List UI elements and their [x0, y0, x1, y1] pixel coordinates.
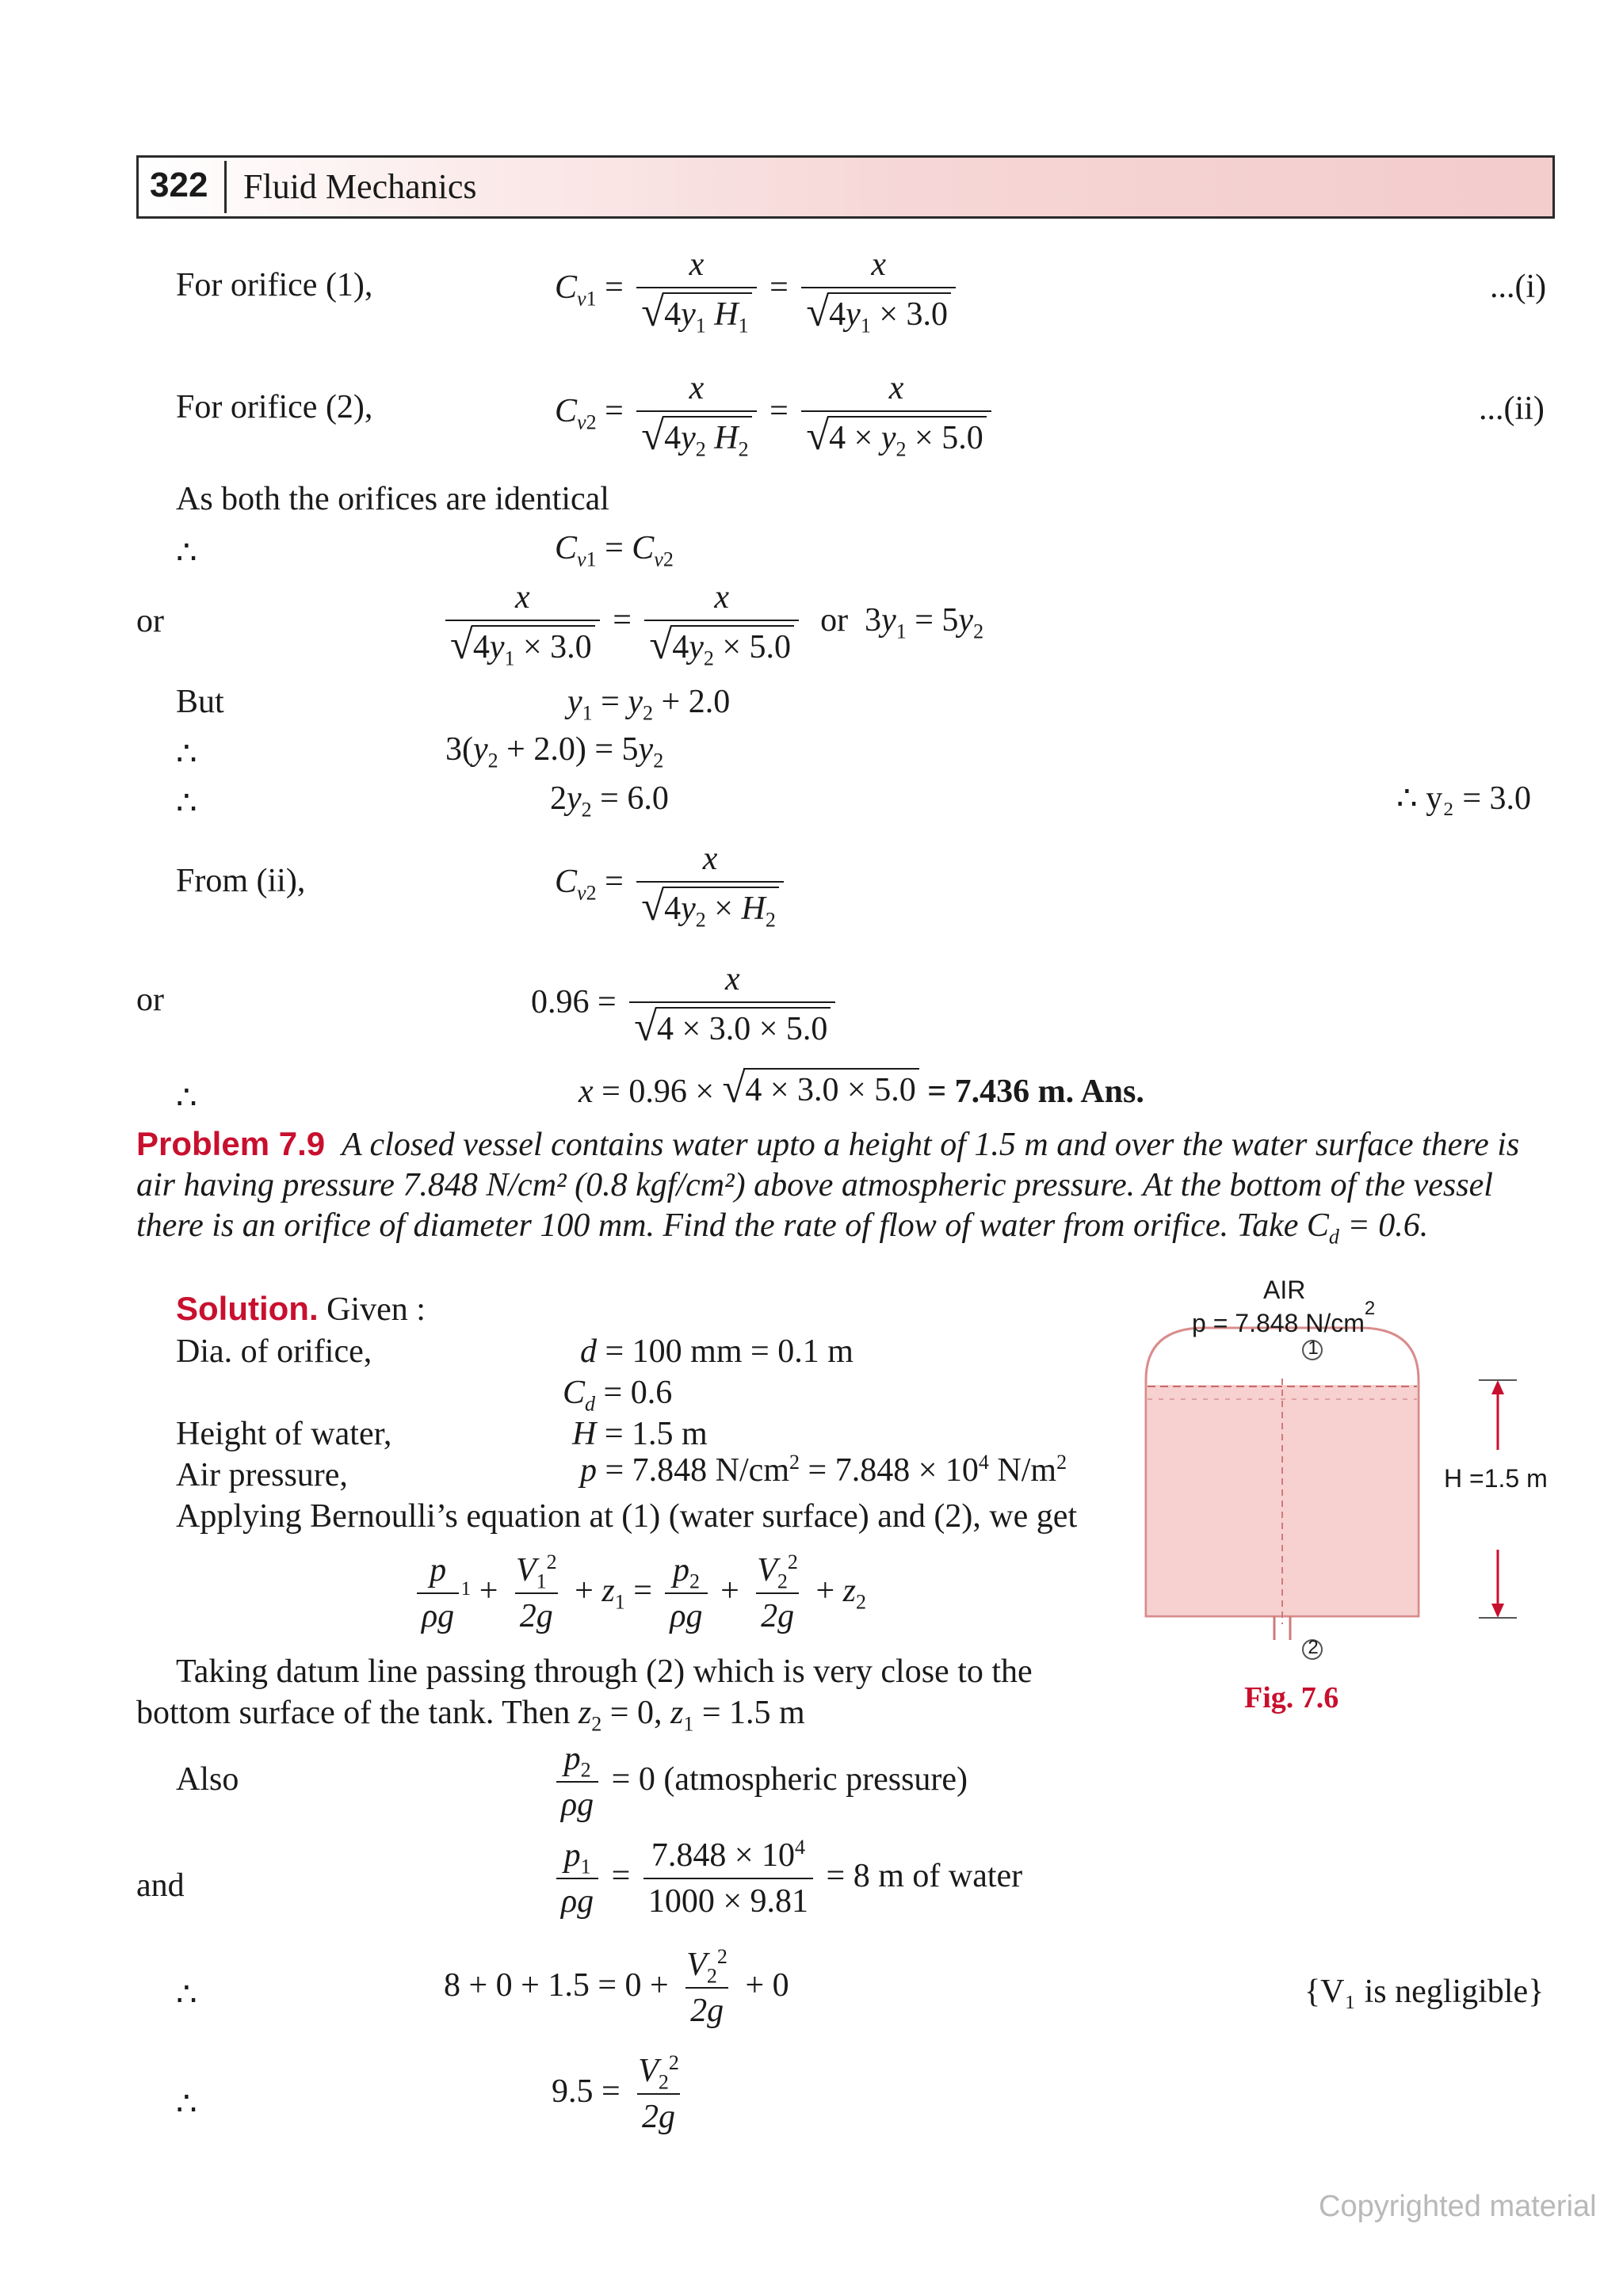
height-label: Height of water,: [176, 1416, 392, 1452]
copyright-watermark: Copyrighted material: [1319, 2190, 1597, 2223]
point2-label: 2: [1308, 1637, 1319, 1658]
equation-energy-sum: 8 + 0 + 1.5 = 0 + $\frac{V_2^2}{2g}$ + 0: [444, 1945, 789, 2030]
answer-text: = 7.436 m. Ans.: [927, 1074, 1144, 1110]
figure-caption: Fig. 7.6: [1244, 1681, 1339, 1714]
negligible-note: {V₁ is negligible}: [1304, 1974, 1545, 2010]
cd-value: $C_d = 0.6$: [563, 1375, 673, 1416]
height-value: H = 1.5 m: [572, 1416, 708, 1452]
but-label: But: [176, 684, 224, 720]
figure-pressure: p = 7.848 $N/cm^2$: [1192, 1298, 1376, 1337]
page-header: [136, 155, 1555, 219]
page-number: 322: [150, 166, 208, 204]
equation-substitute: $3(y_2 + 2.0) = 5y_2$: [445, 731, 664, 772]
problem-text-end: = 0.6.: [1338, 1207, 1429, 1244]
equation-cv-equal: $C_{v1} = C_{v2}$: [555, 530, 674, 571]
equation-ratio: x √ $4y_1 \times 3.0$ = x √ $4y_2 \times 5.0$ or $3y_1 = 5y_2$: [441, 578, 983, 668]
identical-text: As both the orifices are identical: [176, 481, 609, 517]
solution-label: Solution.: [176, 1290, 319, 1327]
and-label: and: [136, 1867, 185, 1904]
also-label: Also: [176, 1761, 239, 1798]
air-value: p = 7.848 $N/cm^2 = 7.848 \times 10^4$ $N/m^2$: [580, 1451, 1067, 1489]
therefore-symbol: ∴: [176, 1080, 197, 1116]
given-label: Given :: [327, 1291, 426, 1328]
equation-cv2: $C_{v2}$ = x √ $4y_2$ $H_2$ = x √ $4 \times y_2 \times 5.0$: [555, 369, 996, 459]
equation-bernoulli: $\frac{p}{\rho g}$ 1 + $\frac{V_1^2}{2g}$ + $z_1$ = $\frac{p_2}{\rho g}$ + $\frac{V_2^2}{2g}$ + $z_2$: [412, 1551, 866, 1636]
y2-result: ∴ y₂ = 3.0: [1396, 780, 1532, 817]
therefore-symbol: ∴: [176, 535, 197, 571]
equation-y1: $y_1 = y_2 + 2.0$: [567, 684, 731, 725]
air-label: Air pressure,: [176, 1457, 348, 1493]
header-divider: [224, 161, 227, 213]
datum-text-2: bottom surface of the tank. Then $z_2 = 0$, $z_1 = 1.5$ m: [136, 1695, 805, 1736]
height-label-figure: H =1.5 m: [1444, 1464, 1548, 1493]
solution-heading: [176, 1290, 426, 1329]
or-label: or: [136, 982, 164, 1018]
air-label-figure: AIR: [1263, 1276, 1306, 1304]
problem-statement: Problem 7.9 A closed vessel contains water upto a height of 1.5 m and over the water surface there is air having pressure 7.848 N/cm² (0.8 kgf/cm²) above atmospheric pressure. At the bottom of the vessel there is an orifice of diameter 100 mm. Find the rate of flow of water from orifice. Take $C_d = 0.6$.: [136, 1125, 1520, 1249]
datum-text-1: Taking datum line passing through (2) which is very close to the: [176, 1653, 1033, 1690]
orifice-jet: [1274, 1616, 1290, 1640]
book-title: Fluid Mechanics: [243, 167, 477, 206]
equation-cv2-h2: $C_{v2}$ = x √ $4y_2 \times H_2$: [555, 840, 789, 929]
equation-2y2: $2y_2 = 6.0$: [550, 780, 669, 822]
dia-value: d = 100 mm = 0.1 m: [580, 1333, 854, 1370]
therefore-symbol: ∴: [176, 785, 197, 822]
therefore-symbol: ∴: [176, 1977, 197, 2013]
equation-p2: $\frac{p_2}{\rho g}$ = 0 (atmospheric pressure): [552, 1740, 968, 1825]
orifice2-label: For orifice (2),: [176, 389, 373, 425]
therefore-symbol: ∴: [176, 736, 197, 772]
equation-p1: $\frac{p_1}{\rho g}$ = $\frac{7.848 \times 10^4}{1000 \times 9.81}$ = 8 m of water: [552, 1836, 1022, 1921]
dia-label: Dia. of orifice,: [176, 1333, 372, 1370]
equation-tag-ii: ...(ii): [1479, 391, 1545, 427]
or-label: or: [136, 603, 164, 639]
orifice1-label: For orifice (1),: [176, 267, 373, 303]
equation-tag-i: ...(i): [1490, 269, 1547, 305]
equation-096: 0.96 = x √ 4 × 3.0 × 5.0: [531, 960, 840, 1050]
therefore-symbol: ∴: [176, 2086, 197, 2122]
equation-answer: x = 0.96 × √ 4 × 3.0 × 5.0 = 7.436 m. Ans.: [579, 1066, 1144, 1112]
problem-text: A closed vessel contains water upto a height of 1.5 m and over the water surface there is air having pressure 7.848 N/cm² (0.8 kgf/cm²) above atmospheric pressure. At the bottom of the vessel there is an orifice of diameter 100 mm. Find the rate of flow of water from orifice. Take C: [136, 1127, 1520, 1244]
bernoulli-text: Applying Bernoulli’s equation at (1) (water surface) and (2), we get: [176, 1498, 1078, 1535]
problem-label: Problem 7.9: [136, 1125, 326, 1162]
from-ii-label: From (ii),: [176, 863, 306, 899]
point1-label: 1: [1308, 1337, 1319, 1359]
equation-cv1: $C_{v1}$ = x √ $4y_1$ $H_1$ = x √ $4y_1 \times 3.0$: [555, 246, 960, 335]
equation-9-5: 9.5 = $\frac{V_2^2}{2g}$: [552, 2051, 679, 2136]
